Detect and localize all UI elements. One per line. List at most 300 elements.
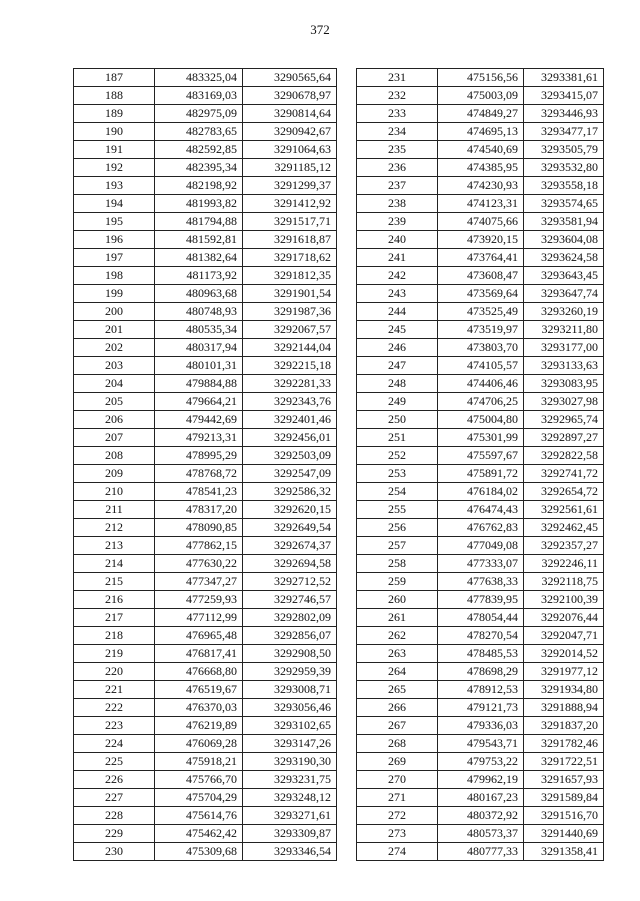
point-number-cell: 226 xyxy=(74,771,155,789)
y-coordinate-cell: 3290814,64 xyxy=(243,105,337,123)
point-number-cell: 198 xyxy=(74,267,155,285)
table-row xyxy=(74,501,337,519)
y-coordinate-cell: 3292897,27 xyxy=(524,429,604,447)
table-row xyxy=(74,843,337,861)
x-coordinate-cell: 475614,76 xyxy=(155,807,243,825)
point-number-cell: 214 xyxy=(74,555,155,573)
y-coordinate-cell: 3291718,62 xyxy=(243,249,337,267)
table-row xyxy=(357,789,604,807)
table-row xyxy=(74,483,337,501)
table-body xyxy=(74,69,337,861)
table-row xyxy=(74,519,337,537)
x-coordinate-cell: 480573,37 xyxy=(438,825,524,843)
point-number-cell: 274 xyxy=(357,843,438,861)
x-coordinate-cell: 481382,64 xyxy=(155,249,243,267)
table-row xyxy=(357,177,604,195)
point-number-cell: 242 xyxy=(357,267,438,285)
y-coordinate-cell: 3293231,75 xyxy=(243,771,337,789)
point-number-cell: 225 xyxy=(74,753,155,771)
table-row xyxy=(357,609,604,627)
point-number-cell: 199 xyxy=(74,285,155,303)
table-row xyxy=(74,645,337,663)
point-number-cell: 255 xyxy=(357,501,438,519)
y-coordinate-cell: 3291618,87 xyxy=(243,231,337,249)
y-coordinate-cell: 3291440,69 xyxy=(524,825,604,843)
x-coordinate-cell: 481173,92 xyxy=(155,267,243,285)
table-row xyxy=(74,609,337,627)
y-coordinate-cell: 3292674,37 xyxy=(243,537,337,555)
point-number-cell: 189 xyxy=(74,105,155,123)
y-coordinate-cell: 3292014,52 xyxy=(524,645,604,663)
y-coordinate-cell: 3292547,09 xyxy=(243,465,337,483)
x-coordinate-cell: 478768,72 xyxy=(155,465,243,483)
y-coordinate-cell: 3293477,17 xyxy=(524,123,604,141)
y-coordinate-cell: 3292694,58 xyxy=(243,555,337,573)
point-number-cell: 250 xyxy=(357,411,438,429)
x-coordinate-cell: 479213,31 xyxy=(155,429,243,447)
point-number-cell: 256 xyxy=(357,519,438,537)
point-number-cell: 192 xyxy=(74,159,155,177)
y-coordinate-cell: 3291358,41 xyxy=(524,843,604,861)
x-coordinate-cell: 473764,41 xyxy=(438,249,524,267)
y-coordinate-cell: 3292144,04 xyxy=(243,339,337,357)
x-coordinate-cell: 478270,54 xyxy=(438,627,524,645)
point-number-cell: 204 xyxy=(74,375,155,393)
y-coordinate-cell: 3292462,45 xyxy=(524,519,604,537)
point-number-cell: 257 xyxy=(357,537,438,555)
y-coordinate-cell: 3293505,79 xyxy=(524,141,604,159)
x-coordinate-cell: 474075,66 xyxy=(438,213,524,231)
table-row xyxy=(357,141,604,159)
table-row xyxy=(74,249,337,267)
x-coordinate-cell: 474105,57 xyxy=(438,357,524,375)
x-coordinate-cell: 479664,21 xyxy=(155,393,243,411)
y-coordinate-cell: 3293381,61 xyxy=(524,69,604,87)
point-number-cell: 258 xyxy=(357,555,438,573)
y-coordinate-cell: 3292047,71 xyxy=(524,627,604,645)
table-row xyxy=(357,735,604,753)
table-row xyxy=(357,771,604,789)
point-number-cell: 271 xyxy=(357,789,438,807)
table-row xyxy=(74,393,337,411)
y-coordinate-cell: 3293624,58 xyxy=(524,249,604,267)
x-coordinate-cell: 475766,70 xyxy=(155,771,243,789)
x-coordinate-cell: 480101,31 xyxy=(155,357,243,375)
table-row xyxy=(357,483,604,501)
page-number: 372 xyxy=(310,22,330,37)
point-number-cell: 208 xyxy=(74,447,155,465)
point-number-cell: 212 xyxy=(74,519,155,537)
table-row xyxy=(74,159,337,177)
y-coordinate-cell: 3293056,46 xyxy=(243,699,337,717)
point-number-cell: 262 xyxy=(357,627,438,645)
point-number-cell: 240 xyxy=(357,231,438,249)
point-number-cell: 205 xyxy=(74,393,155,411)
y-coordinate-cell: 3292654,72 xyxy=(524,483,604,501)
x-coordinate-cell: 479336,03 xyxy=(438,717,524,735)
y-coordinate-cell: 3292649,54 xyxy=(243,519,337,537)
x-coordinate-cell: 482395,34 xyxy=(155,159,243,177)
x-coordinate-cell: 481592,81 xyxy=(155,231,243,249)
point-number-cell: 216 xyxy=(74,591,155,609)
point-number-cell: 221 xyxy=(74,681,155,699)
table-row xyxy=(74,717,337,735)
point-number-cell: 210 xyxy=(74,483,155,501)
table-row xyxy=(357,843,604,861)
table-row xyxy=(74,537,337,555)
point-number-cell: 224 xyxy=(74,735,155,753)
table-row xyxy=(357,537,604,555)
x-coordinate-cell: 477630,22 xyxy=(155,555,243,573)
x-coordinate-cell: 475918,21 xyxy=(155,753,243,771)
coordinates-table-left xyxy=(73,68,337,861)
point-number-cell: 187 xyxy=(74,69,155,87)
x-coordinate-cell: 473569,64 xyxy=(438,285,524,303)
y-coordinate-cell: 3293211,80 xyxy=(524,321,604,339)
x-coordinate-cell: 478054,44 xyxy=(438,609,524,627)
y-coordinate-cell: 3291722,51 xyxy=(524,753,604,771)
x-coordinate-cell: 474540,69 xyxy=(438,141,524,159)
x-coordinate-cell: 474706,25 xyxy=(438,393,524,411)
point-number-cell: 263 xyxy=(357,645,438,663)
x-coordinate-cell: 476965,48 xyxy=(155,627,243,645)
table-row xyxy=(74,789,337,807)
table-row xyxy=(74,321,337,339)
x-coordinate-cell: 479884,88 xyxy=(155,375,243,393)
x-coordinate-cell: 478912,53 xyxy=(438,681,524,699)
y-coordinate-cell: 3292456,01 xyxy=(243,429,337,447)
point-number-cell: 243 xyxy=(357,285,438,303)
point-number-cell: 266 xyxy=(357,699,438,717)
x-coordinate-cell: 478090,85 xyxy=(155,519,243,537)
x-coordinate-cell: 477638,33 xyxy=(438,573,524,591)
table-row xyxy=(357,195,604,213)
y-coordinate-cell: 3291517,71 xyxy=(243,213,337,231)
point-number-cell: 194 xyxy=(74,195,155,213)
y-coordinate-cell: 3293102,65 xyxy=(243,717,337,735)
x-coordinate-cell: 479962,19 xyxy=(438,771,524,789)
x-coordinate-cell: 480535,34 xyxy=(155,321,243,339)
y-coordinate-cell: 3292067,57 xyxy=(243,321,337,339)
x-coordinate-cell: 475704,29 xyxy=(155,789,243,807)
point-number-cell: 207 xyxy=(74,429,155,447)
x-coordinate-cell: 473803,70 xyxy=(438,339,524,357)
table-row xyxy=(357,267,604,285)
table-row xyxy=(357,393,604,411)
table-row xyxy=(357,663,604,681)
point-number-cell: 203 xyxy=(74,357,155,375)
y-coordinate-cell: 3293346,54 xyxy=(243,843,337,861)
point-number-cell: 260 xyxy=(357,591,438,609)
y-coordinate-cell: 3292100,39 xyxy=(524,591,604,609)
y-coordinate-cell: 3291589,84 xyxy=(524,789,604,807)
point-number-cell: 232 xyxy=(357,87,438,105)
table-row xyxy=(357,159,604,177)
y-coordinate-cell: 3293643,45 xyxy=(524,267,604,285)
table-row xyxy=(74,825,337,843)
table-row xyxy=(74,339,337,357)
point-number-cell: 231 xyxy=(357,69,438,87)
table-row xyxy=(74,627,337,645)
y-coordinate-cell: 3293271,61 xyxy=(243,807,337,825)
point-number-cell: 202 xyxy=(74,339,155,357)
x-coordinate-cell: 480777,33 xyxy=(438,843,524,861)
point-number-cell: 229 xyxy=(74,825,155,843)
y-coordinate-cell: 3291064,63 xyxy=(243,141,337,159)
y-coordinate-cell: 3293415,07 xyxy=(524,87,604,105)
x-coordinate-cell: 475891,72 xyxy=(438,465,524,483)
y-coordinate-cell: 3292215,18 xyxy=(243,357,337,375)
x-coordinate-cell: 475156,56 xyxy=(438,69,524,87)
table-row xyxy=(357,105,604,123)
point-number-cell: 252 xyxy=(357,447,438,465)
y-coordinate-cell: 3293260,19 xyxy=(524,303,604,321)
y-coordinate-cell: 3292620,15 xyxy=(243,501,337,519)
x-coordinate-cell: 477839,95 xyxy=(438,591,524,609)
y-coordinate-cell: 3293083,95 xyxy=(524,375,604,393)
table-row xyxy=(357,69,604,87)
x-coordinate-cell: 482198,92 xyxy=(155,177,243,195)
table-row xyxy=(74,177,337,195)
point-number-cell: 249 xyxy=(357,393,438,411)
x-coordinate-cell: 476370,03 xyxy=(155,699,243,717)
table-row xyxy=(357,807,604,825)
x-coordinate-cell: 475309,68 xyxy=(155,843,243,861)
point-number-cell: 193 xyxy=(74,177,155,195)
table-row xyxy=(74,663,337,681)
point-number-cell: 248 xyxy=(357,375,438,393)
y-coordinate-cell: 3292503,09 xyxy=(243,447,337,465)
x-coordinate-cell: 473519,97 xyxy=(438,321,524,339)
y-coordinate-cell: 3292908,50 xyxy=(243,645,337,663)
table-row xyxy=(74,105,337,123)
y-coordinate-cell: 3293147,26 xyxy=(243,735,337,753)
point-number-cell: 235 xyxy=(357,141,438,159)
y-coordinate-cell: 3291977,12 xyxy=(524,663,604,681)
point-number-cell: 206 xyxy=(74,411,155,429)
y-coordinate-cell: 3293177,00 xyxy=(524,339,604,357)
table-row xyxy=(357,681,604,699)
y-coordinate-cell: 3292959,39 xyxy=(243,663,337,681)
x-coordinate-cell: 475597,67 xyxy=(438,447,524,465)
x-coordinate-cell: 478698,29 xyxy=(438,663,524,681)
y-coordinate-cell: 3292281,33 xyxy=(243,375,337,393)
x-coordinate-cell: 480317,94 xyxy=(155,339,243,357)
y-coordinate-cell: 3292712,52 xyxy=(243,573,337,591)
x-coordinate-cell: 480167,23 xyxy=(438,789,524,807)
y-coordinate-cell: 3291888,94 xyxy=(524,699,604,717)
coordinates-table-right xyxy=(356,68,604,861)
point-number-cell: 272 xyxy=(357,807,438,825)
x-coordinate-cell: 481993,82 xyxy=(155,195,243,213)
point-number-cell: 244 xyxy=(357,303,438,321)
y-coordinate-cell: 3292965,74 xyxy=(524,411,604,429)
point-number-cell: 254 xyxy=(357,483,438,501)
x-coordinate-cell: 478317,20 xyxy=(155,501,243,519)
y-coordinate-cell: 3292741,72 xyxy=(524,465,604,483)
point-number-cell: 215 xyxy=(74,573,155,591)
point-number-cell: 191 xyxy=(74,141,155,159)
y-coordinate-cell: 3291185,12 xyxy=(243,159,337,177)
x-coordinate-cell: 474406,46 xyxy=(438,375,524,393)
x-coordinate-cell: 482975,09 xyxy=(155,105,243,123)
x-coordinate-cell: 479442,69 xyxy=(155,411,243,429)
point-number-cell: 245 xyxy=(357,321,438,339)
table-body xyxy=(357,69,604,861)
table-row xyxy=(357,447,604,465)
point-number-cell: 234 xyxy=(357,123,438,141)
y-coordinate-cell: 3292856,07 xyxy=(243,627,337,645)
table-row xyxy=(74,87,337,105)
table-row xyxy=(357,591,604,609)
point-number-cell: 246 xyxy=(357,339,438,357)
point-number-cell: 247 xyxy=(357,357,438,375)
y-coordinate-cell: 3290942,67 xyxy=(243,123,337,141)
y-coordinate-cell: 3291657,93 xyxy=(524,771,604,789)
table-row xyxy=(357,321,604,339)
y-coordinate-cell: 3290565,64 xyxy=(243,69,337,87)
point-number-cell: 230 xyxy=(74,843,155,861)
point-number-cell: 217 xyxy=(74,609,155,627)
x-coordinate-cell: 475301,99 xyxy=(438,429,524,447)
table-row xyxy=(74,807,337,825)
point-number-cell: 261 xyxy=(357,609,438,627)
x-coordinate-cell: 481794,88 xyxy=(155,213,243,231)
point-number-cell: 267 xyxy=(357,717,438,735)
y-coordinate-cell: 3292401,46 xyxy=(243,411,337,429)
table-row xyxy=(74,231,337,249)
table-row xyxy=(74,591,337,609)
table-row xyxy=(74,411,337,429)
table-row xyxy=(357,699,604,717)
y-coordinate-cell: 3291516,70 xyxy=(524,807,604,825)
table-row xyxy=(74,771,337,789)
point-number-cell: 241 xyxy=(357,249,438,267)
x-coordinate-cell: 475004,80 xyxy=(438,411,524,429)
x-coordinate-cell: 483169,03 xyxy=(155,87,243,105)
table-row xyxy=(74,699,337,717)
y-coordinate-cell: 3292343,76 xyxy=(243,393,337,411)
x-coordinate-cell: 474123,31 xyxy=(438,195,524,213)
y-coordinate-cell: 3293604,08 xyxy=(524,231,604,249)
x-coordinate-cell: 476184,02 xyxy=(438,483,524,501)
y-coordinate-cell: 3292561,61 xyxy=(524,501,604,519)
point-number-cell: 259 xyxy=(357,573,438,591)
y-coordinate-cell: 3293027,98 xyxy=(524,393,604,411)
table-row xyxy=(357,231,604,249)
table-row xyxy=(357,519,604,537)
y-coordinate-cell: 3293574,65 xyxy=(524,195,604,213)
table-row xyxy=(357,285,604,303)
table-row xyxy=(357,717,604,735)
x-coordinate-cell: 476474,43 xyxy=(438,501,524,519)
point-number-cell: 265 xyxy=(357,681,438,699)
y-coordinate-cell: 3292246,11 xyxy=(524,555,604,573)
y-coordinate-cell: 3291782,46 xyxy=(524,735,604,753)
table-row xyxy=(74,303,337,321)
x-coordinate-cell: 480372,92 xyxy=(438,807,524,825)
y-coordinate-cell: 3291812,35 xyxy=(243,267,337,285)
table-row xyxy=(74,213,337,231)
table-row xyxy=(74,375,337,393)
table-row xyxy=(357,645,604,663)
y-coordinate-cell: 3292118,75 xyxy=(524,573,604,591)
x-coordinate-cell: 477049,08 xyxy=(438,537,524,555)
point-number-cell: 236 xyxy=(357,159,438,177)
table-row xyxy=(357,573,604,591)
table-row xyxy=(357,501,604,519)
x-coordinate-cell: 480963,68 xyxy=(155,285,243,303)
point-number-cell: 213 xyxy=(74,537,155,555)
point-number-cell: 190 xyxy=(74,123,155,141)
point-number-cell: 253 xyxy=(357,465,438,483)
point-number-cell: 209 xyxy=(74,465,155,483)
point-number-cell: 238 xyxy=(357,195,438,213)
point-number-cell: 269 xyxy=(357,753,438,771)
table-row xyxy=(357,825,604,843)
x-coordinate-cell: 476519,67 xyxy=(155,681,243,699)
x-coordinate-cell: 482783,65 xyxy=(155,123,243,141)
point-number-cell: 233 xyxy=(357,105,438,123)
y-coordinate-cell: 3291412,92 xyxy=(243,195,337,213)
x-coordinate-cell: 480748,93 xyxy=(155,303,243,321)
y-coordinate-cell: 3292076,44 xyxy=(524,609,604,627)
point-number-cell: 228 xyxy=(74,807,155,825)
table-row xyxy=(74,69,337,87)
y-coordinate-cell: 3291934,80 xyxy=(524,681,604,699)
point-number-cell: 218 xyxy=(74,627,155,645)
x-coordinate-cell: 476762,83 xyxy=(438,519,524,537)
point-number-cell: 237 xyxy=(357,177,438,195)
table-row xyxy=(357,213,604,231)
table-row xyxy=(74,555,337,573)
point-number-cell: 264 xyxy=(357,663,438,681)
table-row xyxy=(357,303,604,321)
table-row xyxy=(74,195,337,213)
table-row xyxy=(357,753,604,771)
table-row xyxy=(357,123,604,141)
x-coordinate-cell: 483325,04 xyxy=(155,69,243,87)
y-coordinate-cell: 3293248,12 xyxy=(243,789,337,807)
y-coordinate-cell: 3292357,27 xyxy=(524,537,604,555)
y-coordinate-cell: 3293190,30 xyxy=(243,753,337,771)
point-number-cell: 227 xyxy=(74,789,155,807)
y-coordinate-cell: 3291837,20 xyxy=(524,717,604,735)
point-number-cell: 220 xyxy=(74,663,155,681)
x-coordinate-cell: 477112,99 xyxy=(155,609,243,627)
x-coordinate-cell: 482592,85 xyxy=(155,141,243,159)
table-row xyxy=(74,447,337,465)
x-coordinate-cell: 475003,09 xyxy=(438,87,524,105)
x-coordinate-cell: 477862,15 xyxy=(155,537,243,555)
point-number-cell: 188 xyxy=(74,87,155,105)
y-coordinate-cell: 3292586,32 xyxy=(243,483,337,501)
x-coordinate-cell: 477333,07 xyxy=(438,555,524,573)
table-row xyxy=(357,339,604,357)
y-coordinate-cell: 3291901,54 xyxy=(243,285,337,303)
table-row xyxy=(74,735,337,753)
y-coordinate-cell: 3293581,94 xyxy=(524,213,604,231)
table-row xyxy=(74,123,337,141)
y-coordinate-cell: 3293558,18 xyxy=(524,177,604,195)
y-coordinate-cell: 3291299,37 xyxy=(243,177,337,195)
x-coordinate-cell: 477347,27 xyxy=(155,573,243,591)
x-coordinate-cell: 473608,47 xyxy=(438,267,524,285)
y-coordinate-cell: 3292822,58 xyxy=(524,447,604,465)
y-coordinate-cell: 3293133,63 xyxy=(524,357,604,375)
table-row xyxy=(357,249,604,267)
point-number-cell: 196 xyxy=(74,231,155,249)
